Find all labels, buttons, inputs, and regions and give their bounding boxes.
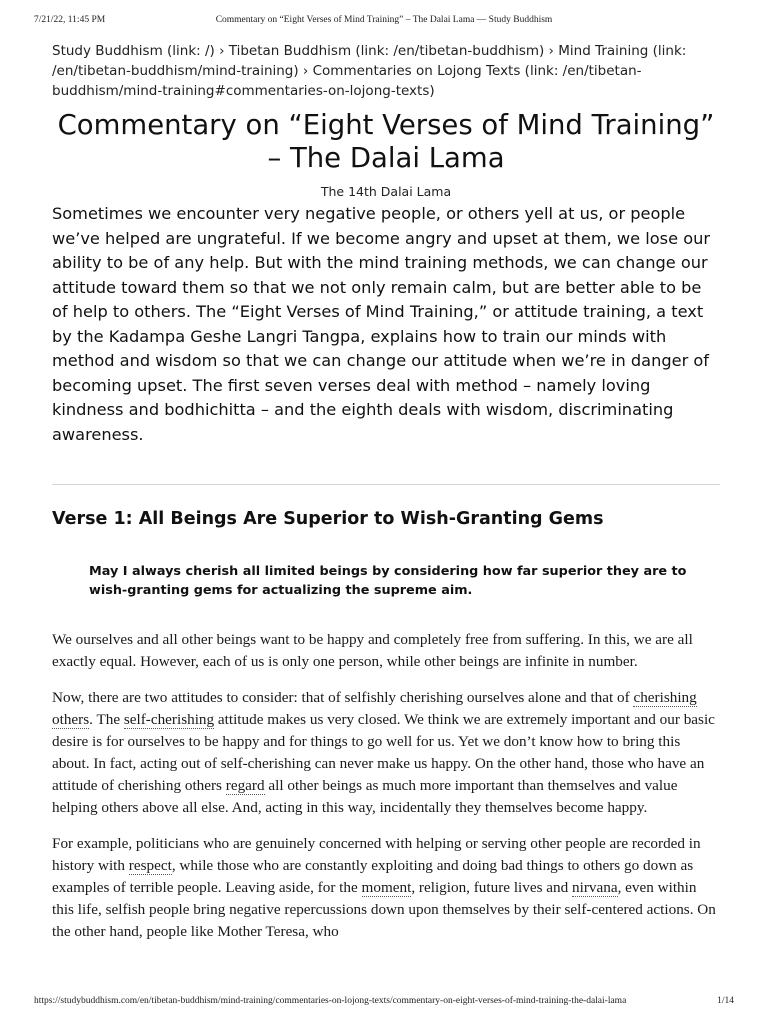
glossary-link-respect[interactable]: respect	[128, 857, 172, 874]
print-header	[34, 15, 734, 29]
intro-paragraph: Sometimes we encounter very negative people, or others yell at us, or people we’ve helped are ungrateful. If we become angry and upset at them, we lose our ability to be of any help. But with the mind training methods, we can change our attitude toward them so that we not only remain calm, but are better able to be of help to others. The “Eight Verses of Mind Training,” or attitude training, a text by the Kadampa Geshe Langri Tangpa, explains how to train our minds with method and wisdom so that we can change our attitude when we’re in danger of becoming upset. The first seven verses deal with method – namely loving kindness and bodhichitta – and the eighth deals with wisdom, discriminating awareness.	[52, 204, 711, 444]
text-span: , even within this life, selfish people bring negative repercussions down upon themselves by their self-centered actions. On the other hand, people like Mother Teresa, who	[52, 879, 716, 940]
text-span: , religion, future lives and	[411, 879, 573, 896]
print-page-title: Commentary on “Eight Verses of Mind Training” – The Dalai Lama — Study Buddhism	[215, 15, 553, 25]
text-span: For example, politicians who are genuinely concerned with helping or serving other people are recorded in history with	[52, 835, 701, 874]
page-title: Commentary on “Eight Verses of Mind Training” – The Dalai Lama	[57, 109, 715, 174]
article-body	[52, 629, 720, 957]
author-name: The 14th Dalai Lama	[320, 184, 452, 199]
body-paragraph-2	[52, 687, 720, 819]
glossary-link-nirvana[interactable]: nirvana	[572, 879, 618, 896]
print-footer	[34, 996, 734, 1010]
section-divider	[52, 484, 720, 485]
print-date: 7/21/22, 11:45 PM	[34, 15, 106, 25]
text-span: , while those who are constantly exploiting and doing bad things to others go down as examples of terrible people. Leaving aside, for the	[52, 857, 694, 896]
text-span: . The	[89, 711, 124, 728]
text-span: all other beings as much more important than themselves and value helping others above all else. And, acting in this way, incidentally they themselves become happy.	[52, 777, 678, 816]
glossary-link-regard[interactable]: regard	[225, 777, 265, 794]
body-paragraph-3	[52, 833, 720, 943]
glossary-link-cherishing-others[interactable]: cherishing others	[52, 689, 697, 728]
print-url: https://studybuddhism.com/en/tibetan-buddhism/mind-training/commentaries-on-lojong-texts/commentary-on-eight-verses-of-mind-training-the-dalai-lama	[34, 996, 627, 1006]
body-paragraph-1: We ourselves and all other beings want to be happy and completely free from suffering. In this, we are all exactly equal. However, each of us is only one person, while other beings are infinite in number.	[52, 631, 693, 670]
glossary-link-moment[interactable]: moment	[361, 879, 412, 896]
verse-heading: Verse 1: All Beings Are Superior to Wish-Granting Gems	[52, 509, 604, 529]
verse-quote: May I always cherish all limited beings by considering how far superior they are to wish-granting gems for actualizing the supreme aim.	[89, 564, 687, 598]
breadcrumb[interactable]: Study Buddhism (link: /) › Tibetan Buddhism (link: /en/tibetan-buddhism) › Mind Training (link: /en/tibetan-buddhism/mind-training) › Commentaries on Lojong Texts (link: /en/tibetan-buddhism/mind-training#commentaries-on-lojong-texts)	[52, 43, 687, 99]
text-span: attitude makes us very closed. We think we are extremely important and our basic desire is for ourselves to be happy and for things to go well for us. Yet we don’t know how to bring this about. In fact, acting out of self-cherishing can never make us happy. On the other hand, those who have an attitude of cherishing others	[52, 711, 715, 794]
page-number: 1/14	[717, 996, 734, 1006]
glossary-link-self-cherishing[interactable]: self-cherishing	[123, 711, 215, 728]
text-span: Now, there are two attitudes to consider: that of selfishly cherishing ourselves alone and that of	[52, 689, 634, 706]
